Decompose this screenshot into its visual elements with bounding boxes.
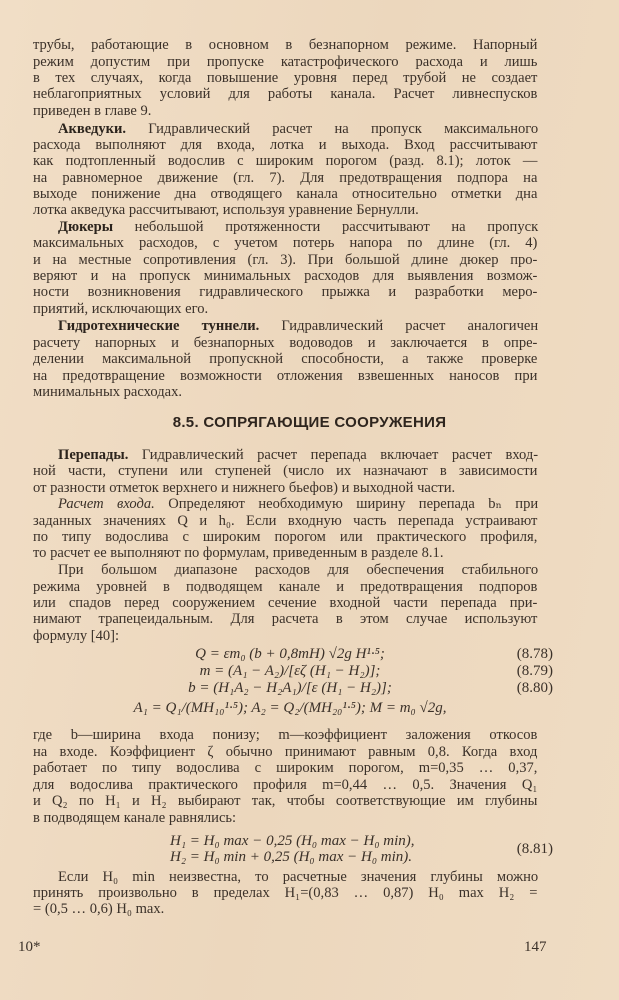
formula-8-81-line2: H₂ = H₀ min + 0,25 (H₀ max − H₀ min). (170, 849, 413, 865)
formula-8-81-line1: H₁ = H₀ max − 0,25 (H₀ max − H₀ min), (170, 833, 415, 849)
text-line (33, 350, 537, 368)
line-text: трубы, работающие в основном в безнапорном режиме. Напорный (33, 37, 538, 53)
line-text: формулу [40]: (33, 628, 120, 644)
text-line (58, 561, 538, 579)
line-text: или спадов перед сооружением сечение входной части перепада при- (33, 595, 538, 611)
equation-number: (8.79) (516, 663, 553, 679)
line-text: неблагоприятных условий для работы канала. Расчет ливнеспусков (33, 86, 538, 102)
text-line (33, 201, 537, 219)
line-text: режима уровней в подводящем канале и предотвращения подпоров (33, 579, 538, 595)
line-text: работает по типу водослива с широким порогом, m=0,35 … 0,37, (33, 760, 538, 776)
page-number: 147 (524, 939, 547, 955)
text-line (33, 152, 537, 170)
line-text: на равномерное движение (гл. 7). Для предотвращения подпора на (33, 170, 538, 186)
line-text: ности возникновения гидравлического прыжка и разработки меро- (33, 284, 538, 300)
line-text: от разности отметок верхнего и нижнего бьефов) и выходной части. (33, 480, 456, 496)
line-text: заданных значениях Q и h₀. Если входную часть перепада устраивают (33, 513, 538, 529)
text-line (33, 102, 537, 120)
text-line (33, 462, 537, 480)
line-text: режим допустим при пропуске катастрофического расхода и лишь (33, 54, 538, 70)
line-text: Гидравлический расчет перепада включает расчет вход- (128, 447, 539, 463)
line-text: приятий, исключающих его. (33, 301, 209, 317)
equation-number: (8.78) (516, 646, 553, 662)
line-text: При большом диапазоне расходов для обеспечения стабильного (58, 562, 539, 578)
line-text: то расчет ее выполняют по формулам, приведенным в разделе 8.1. (33, 545, 444, 561)
text-line (58, 495, 538, 513)
formula-definitions: A₁ = Q₁/(MH₁₀¹·⁵); A₂ = Q₂/(MH₂₀¹·⁵); M = m₀ √2g, (133, 700, 447, 716)
line-text: Определяют необходимую ширину перепада bₙ при (154, 496, 539, 512)
run-in-heading: Гидротехнические туннели. (58, 318, 260, 334)
formula-8-78: Q = εm₀ (b + 0,8mH) √2g H¹·⁵; (195, 646, 385, 662)
italic-run-in: Расчет входа. (58, 496, 155, 512)
line-text: делении максимальной пропускной способности, а также проверке (33, 351, 538, 367)
run-in-heading: Акведуки. (58, 121, 127, 137)
line-text: нимают трапецеидальным. Для расчета в этом случае используют (33, 611, 538, 627)
text-line (33, 544, 537, 562)
line-text: расхода выполняют для входа, лотка и выхода. Вход рассчитывают (33, 137, 538, 153)
text-line (33, 759, 537, 777)
line-text: в подводящем канале равнялись: (33, 810, 237, 826)
line-text: = (0,5 … 0,6) H₀ max. (33, 901, 165, 917)
text-line (33, 900, 537, 918)
text-line (33, 809, 537, 827)
line-text: лотка акведука рассчитывают, используя уравнение Бернулли. (33, 202, 419, 218)
line-text: расчету напорных и безнапорных водоводов и заключается в опре- (33, 335, 538, 351)
text-line (33, 383, 537, 401)
line-text: на предотвращение возможности отложения взвешенных наносов при (33, 368, 538, 384)
equation-number: (8.80) (516, 680, 553, 696)
text-line (33, 792, 537, 810)
section-heading: 8.5. СОПРЯГАЮЩИЕ СООРУЖЕНИЯ (172, 414, 447, 431)
line-text: приведен в главе 9. (33, 103, 152, 119)
line-text: небольшой протяженности рассчитывают на пропуск (113, 219, 539, 235)
line-text: где b—ширина входа понизу; m—коэффициент заложения откосов (33, 727, 538, 743)
text-line (33, 85, 537, 103)
text-line (33, 627, 537, 645)
line-text: ной части, ступени или ступеней (число их назначают в зависимости (33, 463, 538, 479)
text-line (33, 726, 537, 744)
line-text: Гидравлический расчет на пропуск максимального (126, 121, 539, 137)
formula-8-79: m = (A₁ − A₂)/[εζ (H₁ − H₂)]; (199, 663, 381, 679)
line-text: максимальных расходов, с учетом потерь напора по длине (гл. 4) (33, 235, 538, 251)
line-text: и Q₂ по H₁ и H₂ выбирают так, чтобы соответствующие им глубины (33, 793, 538, 809)
line-text: для водослива практического профиля m=0,44 … 0,5. Значения Q₁ (33, 777, 538, 793)
line-text: Если H₀ min неизвестна, то расчетные значения глубины можно (58, 869, 539, 885)
line-text: Гидравлический расчет аналогичен (259, 318, 539, 334)
text-line (33, 610, 537, 628)
signature-mark: 10* (18, 939, 41, 955)
line-text: веряют и на пропуск минимальных расходов для выявления возмож- (33, 268, 538, 284)
line-text: принять произвольно в пределах H₁=(0,83 … 0,87) H₀ max H₂ = (33, 885, 538, 901)
line-text: выходе понижение дна отводящего канала относительно отметки дна (33, 186, 538, 202)
line-text: на входе. Коэффициент ζ обычно принимают равным 0,8. Когда вход (33, 744, 538, 760)
line-text: минимальных расходах. (33, 384, 182, 400)
text-line (58, 317, 538, 335)
line-text: как подтопленный водослив с широким порогом (разд. 8.1); лоток — (33, 153, 538, 169)
text-line (33, 283, 537, 301)
formula-8-80: b = (H₁A₂ − H₂A₁)/[ε (H₁ − H₂)]; (188, 680, 392, 696)
line-text: в тех случаях, когда повышение уровня перед трубой не создает (33, 70, 538, 86)
text-line (33, 36, 537, 54)
text-line (33, 300, 537, 318)
text-line (33, 234, 537, 252)
equation-number: (8.81) (516, 841, 553, 857)
line-text: по типу водослива с широким порогом или практического профиля, (33, 529, 538, 545)
line-text: и на местные сопротивления (гл. 3). При большой длине дюкер про- (33, 252, 538, 268)
run-in-heading: Дюкеры (58, 219, 114, 235)
run-in-heading: Перепады. (58, 447, 129, 463)
